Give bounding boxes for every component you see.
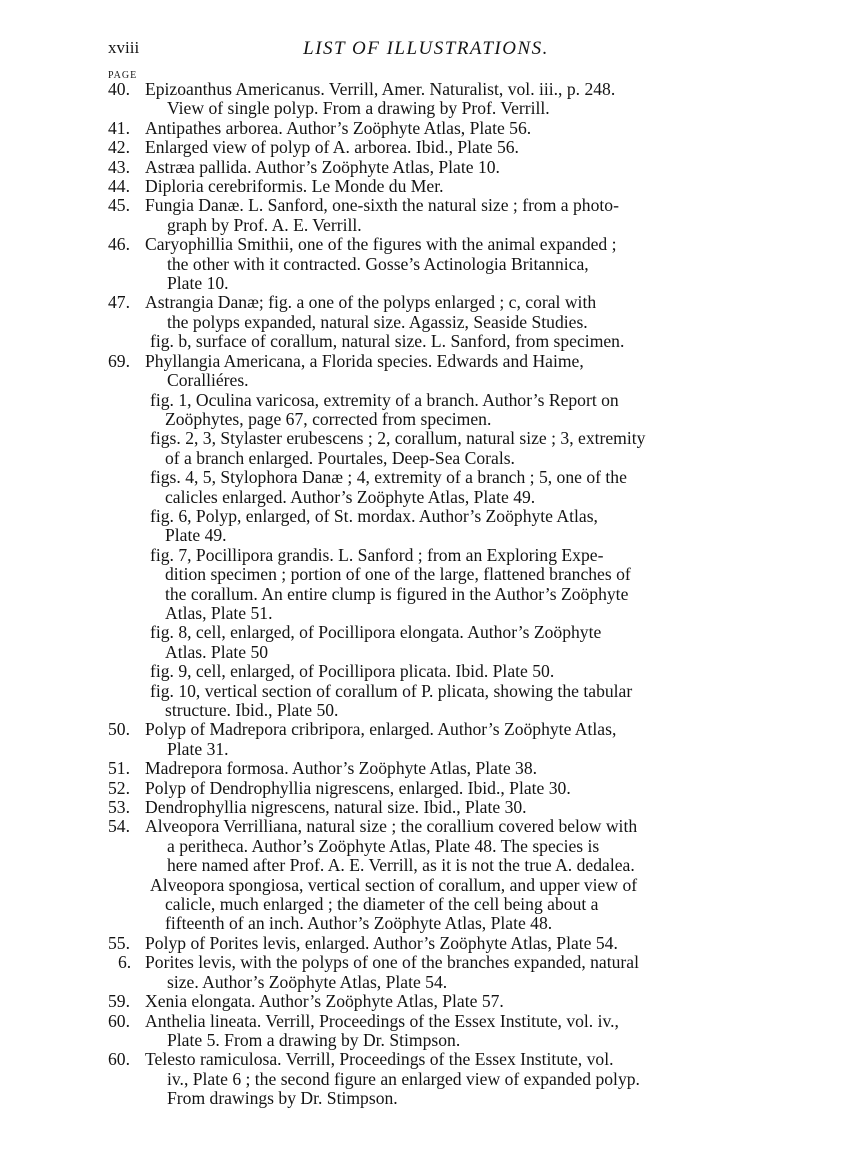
entry-line: Plate 31. [167, 738, 229, 759]
page-column-label: PAGE [108, 70, 138, 81]
entry-number: 50. [108, 719, 130, 740]
entry-line: fig. 7, Pocillipora grandis. L. Sanford ; from an Exploring Expe- [150, 544, 604, 565]
entry-number: 60. [108, 1049, 130, 1070]
illustration-entry [0, 953, 850, 992]
entry-number: 41. [108, 117, 130, 138]
illustration-entry [0, 119, 850, 138]
entry-line: Astræa pallida. Author’s Zoöphyte Atlas, Plate 10. [145, 156, 500, 177]
entry-number: 59. [108, 991, 130, 1012]
entry-number: 69. [108, 350, 130, 371]
entry-line: Epizoanthus Americanus. Verrill, Amer. Naturalist, vol. iii., p. 248. [145, 79, 616, 99]
entry-line: View of single polyp. From a drawing by Prof. Verrill. [167, 98, 550, 119]
illustration-entry [0, 934, 850, 953]
entry-line: of a branch enlarged. Pourtales, Deep-Sea Corals. [165, 447, 515, 468]
entry-number: 44. [108, 176, 130, 197]
illustration-entry [0, 779, 850, 798]
illustration-list [0, 80, 850, 1109]
entry-line: Xenia elongata. Author’s Zoöphyte Atlas, Plate 57. [145, 991, 504, 1012]
entry-line: Porites levis, with the polyps of one of the branches expanded, natural [145, 952, 639, 973]
entry-line: iv., Plate 6 ; the second figure an enlarged view of expanded polyp. [167, 1068, 640, 1089]
entry-line: fig. 8, cell, enlarged, of Pocillipora elongata. Author’s Zoöphyte [150, 622, 602, 643]
entry-line: Phyllangia Americana, a Florida species. Edwards and Haime, [145, 350, 584, 371]
entry-line: Alveopora spongiosa, vertical section of corallum, and upper view of [150, 874, 638, 895]
entry-number: 54. [108, 816, 130, 837]
entry-number: 6. [118, 952, 132, 973]
entry-line: Dendrophyllia nigrescens, natural size. Ibid., Plate 30. [145, 797, 527, 818]
entry-line: Antipathes arborea. Author’s Zoöphyte Atlas, Plate 56. [145, 117, 532, 138]
entry-line: fifteenth of an inch. Author’s Zoöphyte Atlas, Plate 48. [165, 913, 553, 934]
entry-number: 45. [108, 195, 130, 216]
entry-number: 47. [108, 292, 130, 313]
entry-line: fig. b, surface of corallum, natural size. L. Sanford, from specimen. [150, 331, 625, 352]
entry-line: here named after Prof. A. E. Verrill, as it is not the true A. dedalea. [167, 855, 635, 876]
entry-line: calicle, much enlarged ; the diameter of the cell being about a [165, 894, 599, 915]
entry-line: Enlarged view of polyp of A. arborea. Ibid., Plate 56. [145, 137, 519, 158]
entry-line: calicles enlarged. Author’s Zoöphyte Atlas, Plate 49. [165, 486, 536, 507]
entry-line: a peritheca. Author’s Zoöphyte Atlas, Plate 48. The species is [167, 835, 600, 856]
page-number: xviii [108, 38, 140, 57]
entry-line: Plate 5. From a drawing by Dr. Stimpson. [167, 1029, 461, 1050]
entry-line: figs. 2, 3, Stylaster erubescens ; 2, corallum, natural size ; 3, extremity [150, 428, 646, 449]
entry-line: From drawings by Dr. Stimpson. [167, 1088, 398, 1109]
illustration-entry [0, 817, 850, 933]
entry-line: Polyp of Dendrophyllia nigrescens, enlarged. Ibid., Plate 30. [145, 777, 571, 798]
entry-line: fig. 6, Polyp, enlarged, of St. mordax. Author’s Zoöphyte Atlas, [150, 505, 598, 526]
entry-number: 43. [108, 156, 130, 177]
illustration-entry [0, 352, 850, 721]
entry-line: Coralliéres. [167, 370, 249, 391]
entry-line: figs. 4, 5, Stylophora Danæ ; 4, extremity of a branch ; 5, one of the [150, 467, 627, 488]
entry-number: 60. [108, 1010, 130, 1031]
entry-line: Zoöphytes, page 67, corrected from specimen. [165, 408, 492, 429]
entry-line: fig. 10, vertical section of corallum of P. plicata, showing the tabular [150, 680, 633, 701]
illustration-entry [0, 1012, 850, 1051]
illustration-entry [0, 992, 850, 1011]
entry-line: dition specimen ; portion of one of the large, flattened branches of [165, 564, 631, 585]
entry-line: the polyps expanded, natural size. Agassiz, Seaside Studies. [167, 311, 588, 332]
entry-number: 51. [108, 758, 130, 779]
entry-line: graph by Prof. A. E. Verrill. [167, 214, 362, 235]
illustration-entry [0, 720, 850, 759]
entry-line: Caryophillia Smithii, one of the figures with the animal expanded ; [145, 234, 617, 255]
entry-line: Polyp of Madrepora cribripora, enlarged. Author’s Zoöphyte Atlas, [145, 719, 617, 740]
entry-line: Fungia Danæ. L. Sanford, one-sixth the natural size ; from a photo- [145, 195, 619, 216]
entry-line: Polyp of Porites levis, enlarged. Author’s Zoöphyte Atlas, Plate 54. [145, 932, 618, 953]
running-title: LIST OF ILLUSTRATIONS. [303, 38, 549, 59]
illustration-entry [0, 177, 850, 196]
entry-line: the corallum. An entire clump is figured in the Author’s Zoöphyte [165, 583, 629, 604]
illustration-entry [0, 1050, 850, 1108]
entry-line: fig. 9, cell, enlarged, of Pocillipora plicata. Ibid. Plate 50. [150, 661, 555, 682]
entry-line: Plate 10. [167, 273, 229, 294]
entry-line: size. Author’s Zoöphyte Atlas, Plate 54. [167, 971, 448, 992]
illustration-entry [0, 80, 850, 119]
entry-number: 52. [108, 777, 130, 798]
illustration-entry [0, 798, 850, 817]
entry-line: Diploria cerebriformis. Le Monde du Mer. [145, 176, 444, 197]
entry-line: the other with it contracted. Gosse’s Actinologia Britannica, [167, 253, 589, 274]
entry-number: 42. [108, 137, 130, 158]
entry-line: fig. 1, Oculina varicosa, extremity of a branch. Author’s Report on [150, 389, 619, 410]
entry-line: Atlas. Plate 50 [165, 641, 269, 662]
entry-line: Alveopora Verrilliana, natural size ; the corallium covered below with [145, 816, 638, 837]
entry-number: 55. [108, 932, 130, 953]
entry-number: 40. [108, 79, 130, 99]
entry-number: 53. [108, 797, 130, 818]
entry-line: Telesto ramiculosa. Verrill, Proceedings of the Essex Institute, vol. [145, 1049, 614, 1070]
entry-line: Anthelia lineata. Verrill, Proceedings of the Essex Institute, vol. iv., [145, 1010, 619, 1031]
page-header [108, 38, 744, 64]
entry-number: 46. [108, 234, 130, 255]
entry-line: Plate 49. [165, 525, 227, 546]
entry-line: Madrepora formosa. Author’s Zoöphyte Atlas, Plate 38. [145, 758, 538, 779]
entry-line: Astrangia Danæ; fig. a one of the polyps enlarged ; c, coral with [145, 292, 597, 313]
illustration-entry [0, 293, 850, 351]
illustration-entry [0, 196, 850, 235]
entry-line: Atlas, Plate 51. [165, 602, 273, 623]
illustration-entry [0, 138, 850, 157]
illustration-entry [0, 158, 850, 177]
illustration-entry [0, 759, 850, 778]
entry-line: structure. Ibid., Plate 50. [165, 700, 339, 720]
illustration-entry [0, 235, 850, 293]
